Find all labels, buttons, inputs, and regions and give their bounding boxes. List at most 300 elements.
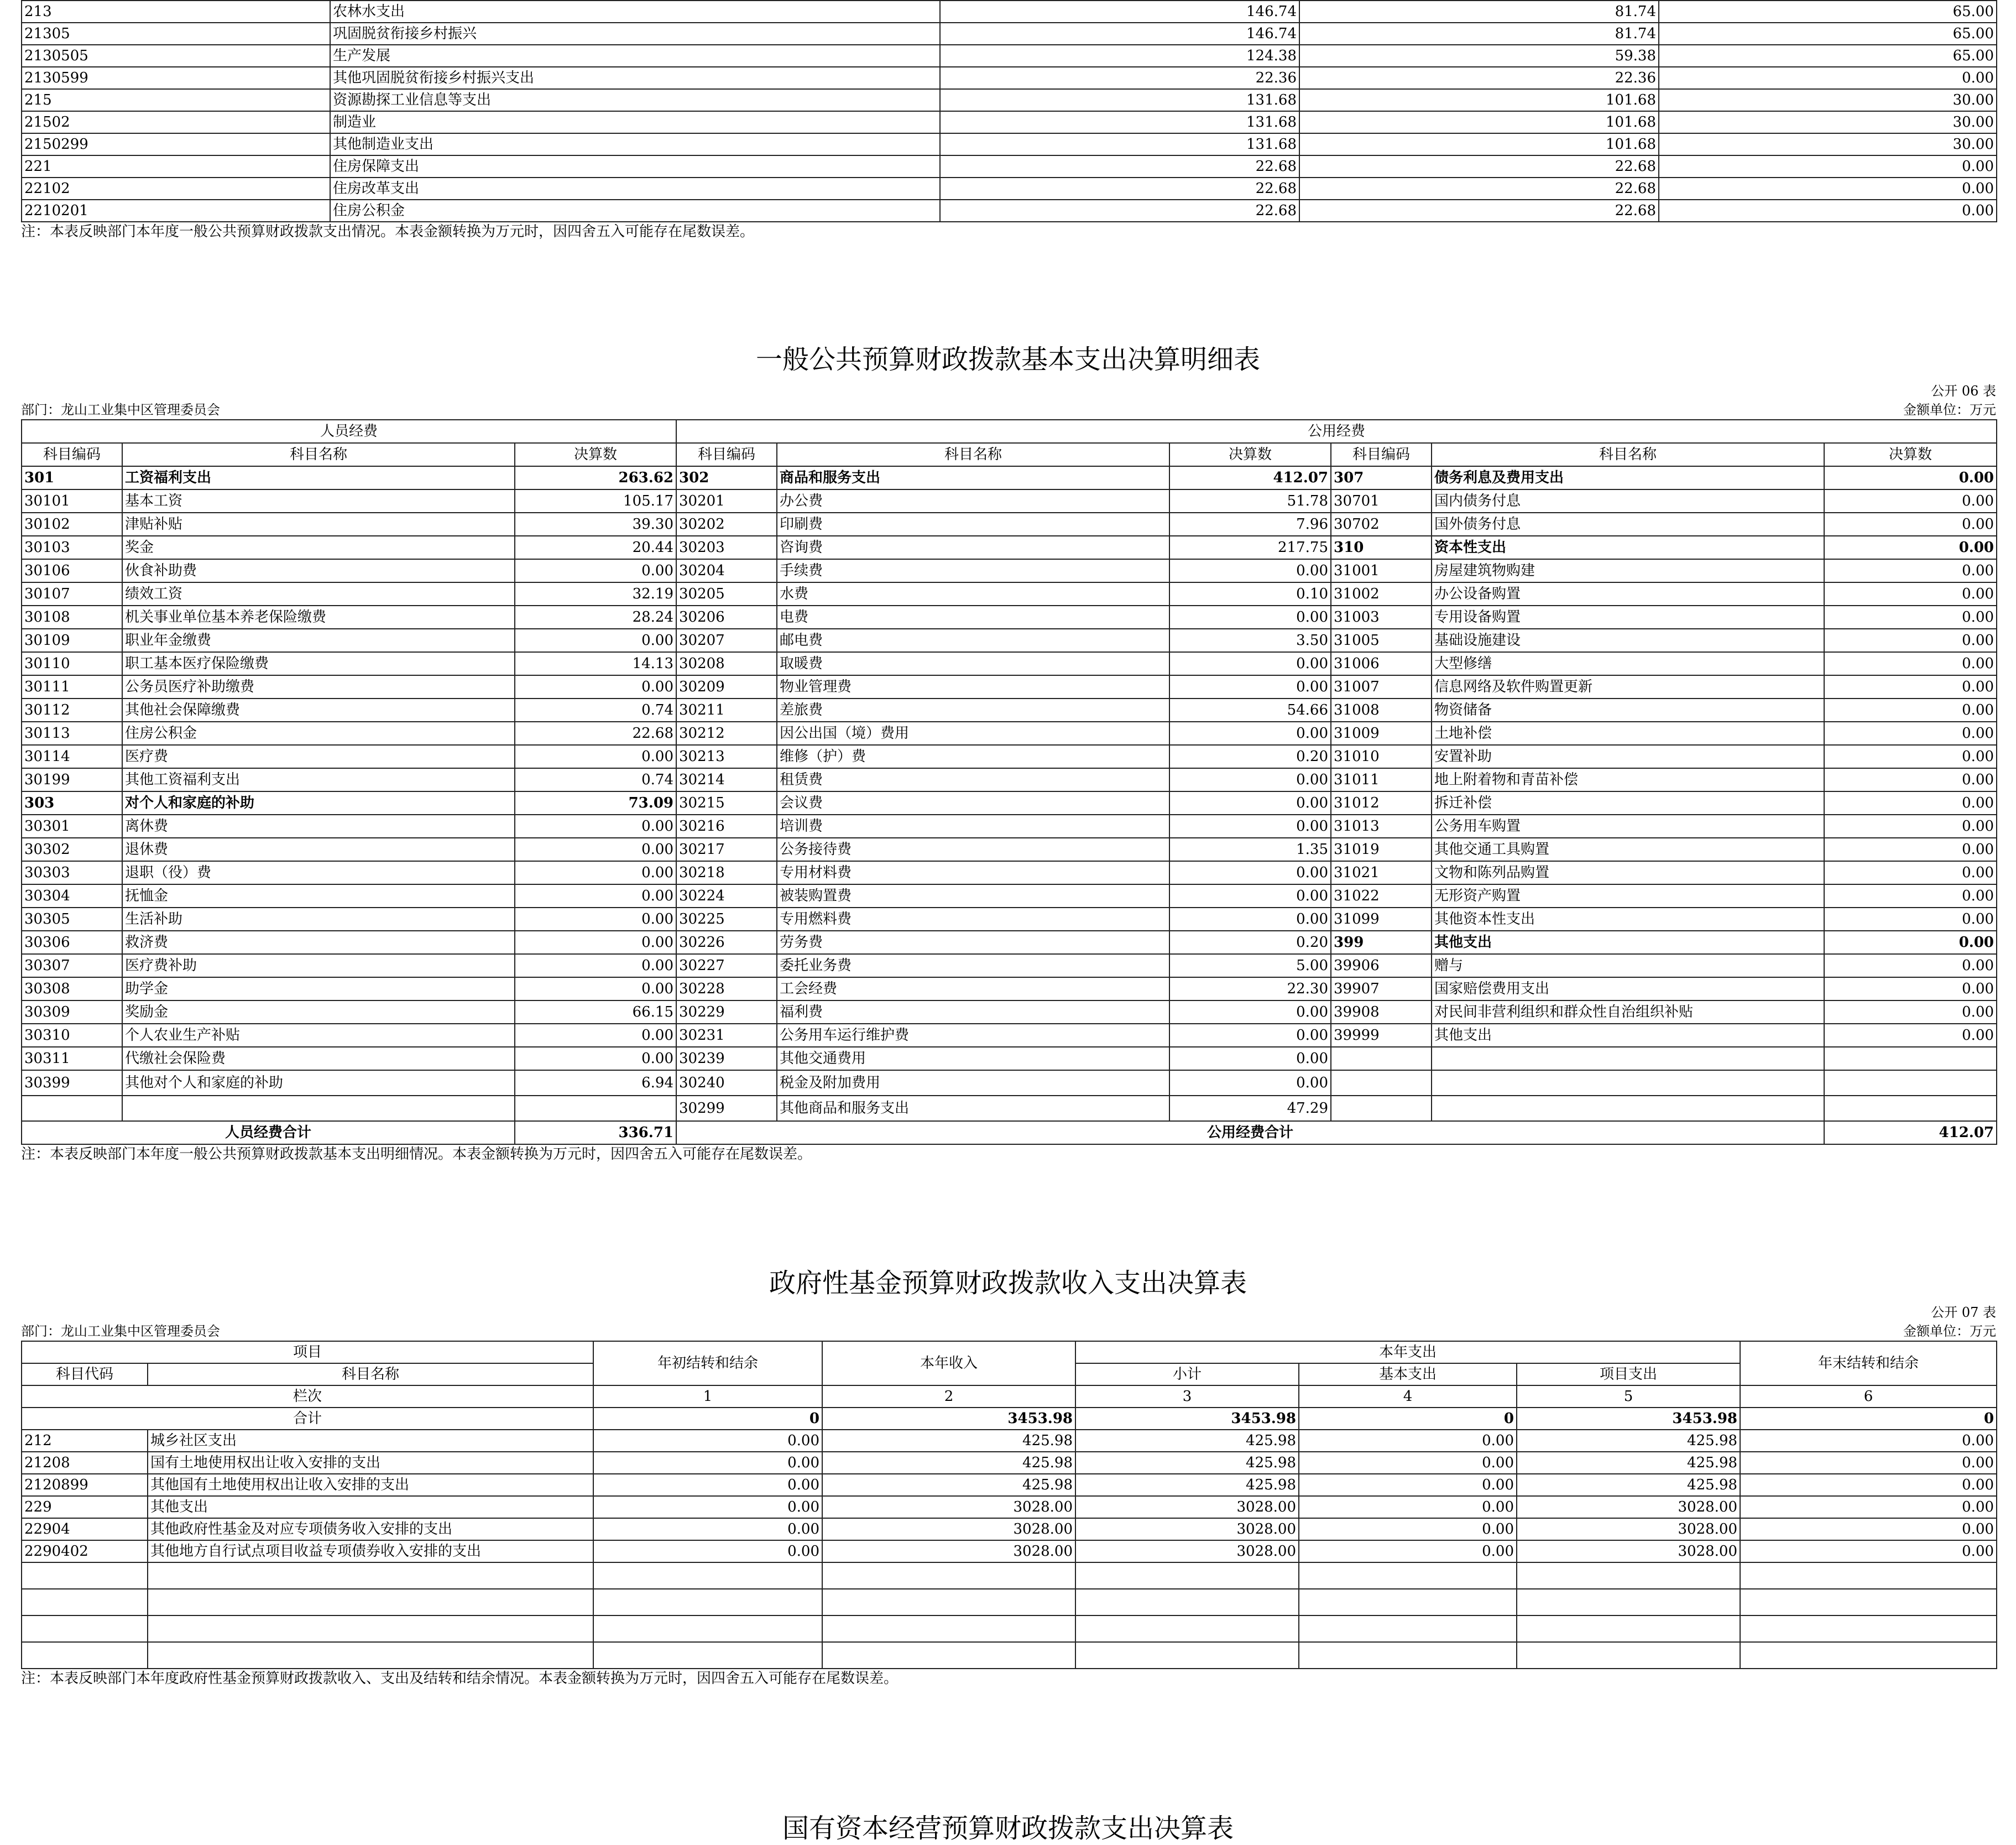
basic-expense-amount: 101.68 — [1299, 89, 1659, 111]
table07-title: 政府性基金预算财政拨款收入支出决算表 — [769, 1268, 1247, 1299]
personnel-amount: 22.68 — [515, 722, 676, 745]
closing-balance: 0.00 — [1740, 1430, 1997, 1452]
empty-cell — [1740, 1642, 1997, 1669]
empty-cell — [1517, 1589, 1740, 1615]
expense-subtotal: 3028.00 — [1075, 1518, 1299, 1540]
subject-name: 其他国有土地使用权出让收入安排的支出 — [148, 1474, 593, 1496]
public-goods-name: 公务接待费 — [777, 838, 1169, 861]
basic-expense: 0.00 — [1299, 1540, 1517, 1562]
personnel-amount: 0.00 — [515, 1047, 676, 1070]
public-goods-code: 30206 — [676, 606, 777, 629]
total-label: 合计 — [22, 1408, 593, 1430]
total-public-label: 公用经费合计 — [676, 1121, 1824, 1144]
public-other-code: 31021 — [1331, 861, 1432, 884]
public-other-code — [1331, 1070, 1432, 1096]
public-other-name — [1432, 1070, 1824, 1096]
public-goods-code: 30239 — [676, 1047, 777, 1070]
personnel-name: 职工基本医疗保险缴费 — [122, 652, 515, 675]
empty-row — [22, 1589, 1997, 1615]
subject-name: 生产发展 — [330, 45, 940, 67]
basic-expense-header: 基本支出 — [1299, 1363, 1517, 1385]
personnel-name: 伙食补助费 — [122, 559, 515, 582]
public-other-code: 31019 — [1331, 838, 1432, 861]
empty-cell — [1740, 1562, 1997, 1589]
table-row — [22, 791, 1997, 815]
table-row — [22, 559, 1997, 582]
public-other-code: 31005 — [1331, 629, 1432, 652]
opening-balance: 0.00 — [593, 1452, 822, 1474]
public-other-code: 39906 — [1331, 954, 1432, 977]
personnel-name: 公务员医疗补助缴费 — [122, 675, 515, 699]
public-other-name: 国家赔偿费用支出 — [1432, 977, 1824, 1000]
personnel-amount: 0.00 — [515, 954, 676, 977]
public-goods-name: 取暖费 — [777, 652, 1169, 675]
total-amount: 22.68 — [940, 178, 1299, 200]
public-other-name: 其他交通工具购置 — [1432, 838, 1824, 861]
public-goods-amount: 0.00 — [1169, 861, 1331, 884]
income: 3028.00 — [822, 1540, 1075, 1562]
public-goods-amount: 0.00 — [1169, 884, 1331, 908]
public-goods-name: 邮电费 — [777, 629, 1169, 652]
basic-expense-amount: 81.74 — [1299, 23, 1659, 45]
public-other-name: 房屋建筑物购建 — [1432, 559, 1824, 582]
expense-header: 本年支出 — [1075, 1341, 1740, 1363]
public-goods-amount: 412.07 — [1169, 466, 1331, 489]
public-other-amount — [1824, 1070, 1997, 1096]
basic-expense-amount: 22.68 — [1299, 200, 1659, 222]
personnel-code: 30103 — [22, 536, 122, 559]
basic-expense: 0.00 — [1299, 1474, 1517, 1496]
income: 425.98 — [822, 1452, 1075, 1474]
public-other-amount: 0.00 — [1824, 466, 1997, 489]
empty-cell — [1517, 1642, 1740, 1669]
personnel-amount: 0.00 — [515, 908, 676, 931]
table-row — [22, 722, 1997, 745]
public-goods-name: 办公费 — [777, 489, 1169, 513]
public-other-amount: 0.00 — [1824, 652, 1997, 675]
personnel-name — [122, 1096, 515, 1121]
personnel-amount: 28.24 — [515, 606, 676, 629]
table07-form-no-row — [21, 1303, 1996, 1322]
table-row — [22, 45, 1997, 67]
table-row — [22, 536, 1997, 559]
personnel-amount: 20.44 — [515, 536, 676, 559]
public-other-code: 31013 — [1331, 815, 1432, 838]
public-other-amount: 0.00 — [1824, 838, 1997, 861]
table07-meta-row — [21, 1322, 1996, 1341]
empty-cell — [593, 1562, 822, 1589]
empty-row — [22, 1562, 1997, 1589]
public-goods-name: 因公出国（境）费用 — [777, 722, 1169, 745]
personnel-code: 30113 — [22, 722, 122, 745]
col-code-header: 科目编码 — [676, 443, 777, 466]
public-goods-code: 30203 — [676, 536, 777, 559]
table06-form-no-row — [21, 382, 1996, 400]
public-other-amount: 0.00 — [1824, 815, 1997, 838]
empty-cell — [1299, 1562, 1517, 1589]
public-goods-amount: 54.66 — [1169, 699, 1331, 722]
project-expense-amount: 30.00 — [1659, 89, 1997, 111]
public-goods-name: 水费 — [777, 582, 1169, 606]
table-row — [22, 1474, 1997, 1496]
table-row — [22, 745, 1997, 768]
public-goods-code: 30214 — [676, 768, 777, 791]
col-amount-header: 决算数 — [1169, 443, 1331, 466]
public-other-name: 土地补偿 — [1432, 722, 1824, 745]
public-goods-amount: 22.30 — [1169, 977, 1331, 1000]
public-other-code: 31011 — [1331, 768, 1432, 791]
public-other-code: 31008 — [1331, 699, 1432, 722]
total-cell: 3453.98 — [1075, 1408, 1299, 1430]
public-other-amount: 0.00 — [1824, 745, 1997, 768]
subject-code: 2290402 — [22, 1540, 148, 1562]
total-amount: 131.68 — [940, 133, 1299, 155]
table-row — [22, 977, 1997, 1000]
personnel-name: 其他社会保障缴费 — [122, 699, 515, 722]
table-row — [22, 908, 1997, 931]
public-other-name: 国外债务付息 — [1432, 513, 1824, 536]
table-row — [22, 200, 1997, 222]
public-goods-name: 公务用车运行维护费 — [777, 1024, 1169, 1047]
project-expense-amount: 30.00 — [1659, 133, 1997, 155]
personnel-amount: 73.09 — [515, 791, 676, 815]
empty-cell — [593, 1642, 822, 1669]
empty-cell — [22, 1615, 148, 1642]
personnel-name: 其他对个人和家庭的补助 — [122, 1070, 515, 1096]
empty-cell — [822, 1642, 1075, 1669]
subject-code: 21502 — [22, 111, 330, 133]
public-other-code: 31009 — [1331, 722, 1432, 745]
opening-balance: 0.00 — [593, 1430, 822, 1452]
table06-note: 注：本表反映部门本年度一般公共预算财政拨款基本支出明细情况。本表金额转换为万元时，因四舍五入可能存在尾数误差。 — [21, 1146, 812, 1163]
public-goods-name: 会议费 — [777, 791, 1169, 815]
table-row — [22, 675, 1997, 699]
empty-cell — [1075, 1642, 1299, 1669]
total-amount: 131.68 — [940, 111, 1299, 133]
public-goods-code: 30207 — [676, 629, 777, 652]
public-goods-name: 电费 — [777, 606, 1169, 629]
subject-name: 其他巩固脱贫衔接乡村振兴支出 — [330, 67, 940, 89]
personnel-name: 职业年金缴费 — [122, 629, 515, 652]
empty-cell — [593, 1589, 822, 1615]
basic-expense: 0.00 — [1299, 1452, 1517, 1474]
personnel-code: 30309 — [22, 1000, 122, 1024]
public-other-code: 30702 — [1331, 513, 1432, 536]
col-name-header: 科目名称 — [122, 443, 515, 466]
public-other-name: 资本性支出 — [1432, 536, 1824, 559]
personnel-code: 30111 — [22, 675, 122, 699]
personnel-code: 30306 — [22, 931, 122, 954]
subject-code: 22904 — [22, 1518, 148, 1540]
project-expense-amount: 65.00 — [1659, 23, 1997, 45]
empty-cell — [22, 1642, 148, 1669]
public-other-amount: 0.00 — [1824, 722, 1997, 745]
subject-name: 巩固脱贫衔接乡村振兴 — [330, 23, 940, 45]
personnel-code: 30114 — [22, 745, 122, 768]
personnel-amount — [515, 1096, 676, 1121]
public-goods-name: 商品和服务支出 — [777, 466, 1169, 489]
public-other-amount — [1824, 1047, 1997, 1070]
public-goods-amount: 0.00 — [1169, 606, 1331, 629]
personnel-amount: 39.30 — [515, 513, 676, 536]
income: 3028.00 — [822, 1518, 1075, 1540]
personnel-name: 对个人和家庭的补助 — [122, 791, 515, 815]
public-other-amount: 0.00 — [1824, 513, 1997, 536]
table-row — [22, 1496, 1997, 1518]
public-other-code: 39999 — [1331, 1024, 1432, 1047]
empty-cell — [1740, 1615, 1997, 1642]
personnel-amount: 0.00 — [515, 861, 676, 884]
public-other-amount: 0.00 — [1824, 768, 1997, 791]
subject-code: 221 — [22, 155, 330, 178]
personnel-amount: 0.00 — [515, 1024, 676, 1047]
public-goods-name: 手续费 — [777, 559, 1169, 582]
table-row — [22, 1430, 1997, 1452]
subject-code: 212 — [22, 1430, 148, 1452]
public-goods-amount: 0.00 — [1169, 675, 1331, 699]
project-expense-amount: 65.00 — [1659, 45, 1997, 67]
public-other-code: 31007 — [1331, 675, 1432, 699]
public-other-name: 拆迁补偿 — [1432, 791, 1824, 815]
public-goods-code: 30201 — [676, 489, 777, 513]
personnel-name: 奖金 — [122, 536, 515, 559]
public-other-name — [1432, 1047, 1824, 1070]
project-expense-amount: 0.00 — [1659, 200, 1997, 222]
public-goods-code: 30228 — [676, 977, 777, 1000]
public-goods-amount: 5.00 — [1169, 954, 1331, 977]
expense-subtotal: 3028.00 — [1075, 1540, 1299, 1562]
public-other-name: 其他资本性支出 — [1432, 908, 1824, 931]
personnel-code: 30303 — [22, 861, 122, 884]
personnel-code: 30399 — [22, 1070, 122, 1096]
public-other-name: 其他支出 — [1432, 1024, 1824, 1047]
income: 425.98 — [822, 1474, 1075, 1496]
public-other-amount: 0.00 — [1824, 629, 1997, 652]
personnel-amount: 0.00 — [515, 815, 676, 838]
seq-cell: 2 — [822, 1385, 1075, 1408]
subject-name: 其他支出 — [148, 1496, 593, 1518]
total-row — [22, 1408, 1997, 1430]
personnel-code: 30112 — [22, 699, 122, 722]
seq-cell: 4 — [1299, 1385, 1517, 1408]
empty-row — [22, 1615, 1997, 1642]
public-other-name: 物资储备 — [1432, 699, 1824, 722]
subject-code: 21208 — [22, 1452, 148, 1474]
table05-note: 注：本表反映部门本年度一般公共预算财政拨款支出情况。本表金额转换为万元时，因四舍五入可能存在尾数误差。 — [21, 223, 755, 240]
public-other-code: 31012 — [1331, 791, 1432, 815]
public-other-name: 国内债务付息 — [1432, 489, 1824, 513]
closing-balance: 0.00 — [1740, 1452, 1997, 1474]
empty-row — [22, 1642, 1997, 1669]
public-goods-name: 专用燃料费 — [777, 908, 1169, 931]
personnel-amount: 0.00 — [515, 675, 676, 699]
public-goods-amount: 1.35 — [1169, 838, 1331, 861]
project-expense: 425.98 — [1517, 1430, 1740, 1452]
public-goods-name: 专用材料费 — [777, 861, 1169, 884]
personnel-amount: 0.74 — [515, 768, 676, 791]
subject-code: 229 — [22, 1496, 148, 1518]
project-expense: 425.98 — [1517, 1474, 1740, 1496]
opening-balance: 0.00 — [593, 1540, 822, 1562]
project-expense-amount: 0.00 — [1659, 67, 1997, 89]
personnel-name: 抚恤金 — [122, 884, 515, 908]
public-other-code: 39908 — [1331, 1000, 1432, 1024]
public-other-amount: 0.00 — [1824, 699, 1997, 722]
table06-title: 一般公共预算财政拨款基本支出决算明细表 — [755, 344, 1260, 375]
table-row — [22, 466, 1997, 489]
public-goods-name: 培训费 — [777, 815, 1169, 838]
table-row — [22, 1518, 1997, 1540]
public-goods-code: 30218 — [676, 861, 777, 884]
table-row — [22, 931, 1997, 954]
public-other-code — [1331, 1047, 1432, 1070]
public-goods-amount: 0.00 — [1169, 1047, 1331, 1070]
income-header: 本年收入 — [822, 1341, 1075, 1385]
table-row — [22, 652, 1997, 675]
table-row — [22, 1024, 1997, 1047]
public-goods-amount: 0.00 — [1169, 1070, 1331, 1096]
table-row — [22, 954, 1997, 977]
public-other-amount: 0.00 — [1824, 884, 1997, 908]
public-other-name: 无形资产购置 — [1432, 884, 1824, 908]
public-goods-amount: 51.78 — [1169, 489, 1331, 513]
public-goods-name: 税金及附加费用 — [777, 1070, 1169, 1096]
personnel-code: 30311 — [22, 1047, 122, 1070]
public-other-amount: 0.00 — [1824, 559, 1997, 582]
table05-section — [21, 0, 1996, 241]
personnel-amount: 0.00 — [515, 977, 676, 1000]
personnel-amount: 14.13 — [515, 652, 676, 675]
income: 425.98 — [822, 1430, 1075, 1452]
table-row — [22, 23, 1997, 45]
personnel-code: 30199 — [22, 768, 122, 791]
basic-expense-amount: 59.38 — [1299, 45, 1659, 67]
empty-cell — [1299, 1615, 1517, 1642]
personnel-code: 30310 — [22, 1024, 122, 1047]
subject-code: 2120899 — [22, 1474, 148, 1496]
table-row — [22, 1540, 1997, 1562]
table07-form-no: 公开 07 表 — [1931, 1305, 1996, 1320]
item-header: 项目 — [22, 1341, 593, 1363]
empty-cell — [148, 1642, 593, 1669]
public-goods-code: 30202 — [676, 513, 777, 536]
public-goods-name: 被装购置费 — [777, 884, 1169, 908]
personnel-name: 代缴社会保险费 — [122, 1047, 515, 1070]
personnel-code: 301 — [22, 466, 122, 489]
table-row — [22, 1000, 1997, 1024]
public-other-amount: 0.00 — [1824, 908, 1997, 931]
public-other-name: 地上附着物和青苗补偿 — [1432, 768, 1824, 791]
total-cell: 0 — [593, 1408, 822, 1430]
table06-unit: 金额单位：万元 — [1903, 402, 1996, 418]
personnel-name: 奖励金 — [122, 1000, 515, 1024]
col-code-header: 科目编码 — [22, 443, 122, 466]
empty-cell — [1299, 1589, 1517, 1615]
table06-dept: 部门：龙山工业集中区管理委员会 — [21, 402, 220, 418]
table07 — [21, 1341, 1997, 1669]
public-goods-amount: 0.10 — [1169, 582, 1331, 606]
subject-code: 21305 — [22, 23, 330, 45]
personnel-amount: 0.74 — [515, 699, 676, 722]
personnel-amount: 0.00 — [515, 745, 676, 768]
table05 — [21, 0, 1997, 222]
public-goods-code: 30215 — [676, 791, 777, 815]
public-goods-code: 30212 — [676, 722, 777, 745]
public-goods-code: 30225 — [676, 908, 777, 931]
personnel-amount: 0.00 — [515, 559, 676, 582]
personnel-name: 退职（役）费 — [122, 861, 515, 884]
public-other-name: 信息网络及软件购置更新 — [1432, 675, 1824, 699]
personnel-name: 住房公积金 — [122, 722, 515, 745]
personnel-code — [22, 1096, 122, 1121]
personnel-code: 30106 — [22, 559, 122, 582]
public-other-amount: 0.00 — [1824, 931, 1997, 954]
public-goods-name: 工会经费 — [777, 977, 1169, 1000]
personnel-code: 30308 — [22, 977, 122, 1000]
subject-code: 2150299 — [22, 133, 330, 155]
personnel-name: 助学金 — [122, 977, 515, 1000]
public-goods-amount: 0.00 — [1169, 791, 1331, 815]
subject-name: 城乡社区支出 — [148, 1430, 593, 1452]
public-goods-code: 30205 — [676, 582, 777, 606]
table-row — [22, 768, 1997, 791]
subject-name: 住房保障支出 — [330, 155, 940, 178]
personnel-name: 离休费 — [122, 815, 515, 838]
public-other-code: 310 — [1331, 536, 1432, 559]
table-row — [22, 89, 1997, 111]
empty-cell — [1075, 1615, 1299, 1642]
table-row — [22, 155, 1997, 178]
personnel-code: 30302 — [22, 838, 122, 861]
subject-code: 215 — [22, 89, 330, 111]
public-goods-code: 30209 — [676, 675, 777, 699]
public-other-code — [1331, 1096, 1432, 1121]
seq-cell: 3 — [1075, 1385, 1299, 1408]
public-other-code: 31010 — [1331, 745, 1432, 768]
personnel-amount: 0.00 — [515, 838, 676, 861]
table-row — [22, 1, 1997, 23]
public-goods-code: 30240 — [676, 1070, 777, 1096]
public-goods-name: 印刷费 — [777, 513, 1169, 536]
public-goods-code: 30231 — [676, 1024, 777, 1047]
table06-section — [21, 382, 1996, 1164]
table06-form-no: 公开 06 表 — [1931, 383, 1996, 399]
table-row — [22, 513, 1997, 536]
total-amount: 22.36 — [940, 67, 1299, 89]
expense-subtotal: 425.98 — [1075, 1430, 1299, 1452]
personnel-name: 机关事业单位基本养老保险缴费 — [122, 606, 515, 629]
personnel-name: 基本工资 — [122, 489, 515, 513]
personnel-code: 30102 — [22, 513, 122, 536]
personnel-amount: 6.94 — [515, 1070, 676, 1096]
public-goods-amount: 7.96 — [1169, 513, 1331, 536]
public-goods-name: 咨询费 — [777, 536, 1169, 559]
table-row — [22, 67, 1997, 89]
public-other-code: 30701 — [1331, 489, 1432, 513]
total-amount: 146.74 — [940, 23, 1299, 45]
total-cell: 0 — [1299, 1408, 1517, 1430]
table-row — [22, 606, 1997, 629]
table06-meta-row — [21, 400, 1996, 419]
public-goods-amount: 0.00 — [1169, 908, 1331, 931]
total-cell: 0 — [1740, 1408, 1997, 1430]
personnel-name: 个人农业生产补贴 — [122, 1024, 515, 1047]
personnel-name: 医疗费 — [122, 745, 515, 768]
group-personnel-header: 人员经费 — [22, 420, 676, 443]
col-amount-header: 决算数 — [515, 443, 676, 466]
basic-expense: 0.00 — [1299, 1518, 1517, 1540]
public-goods-name: 委托业务费 — [777, 954, 1169, 977]
